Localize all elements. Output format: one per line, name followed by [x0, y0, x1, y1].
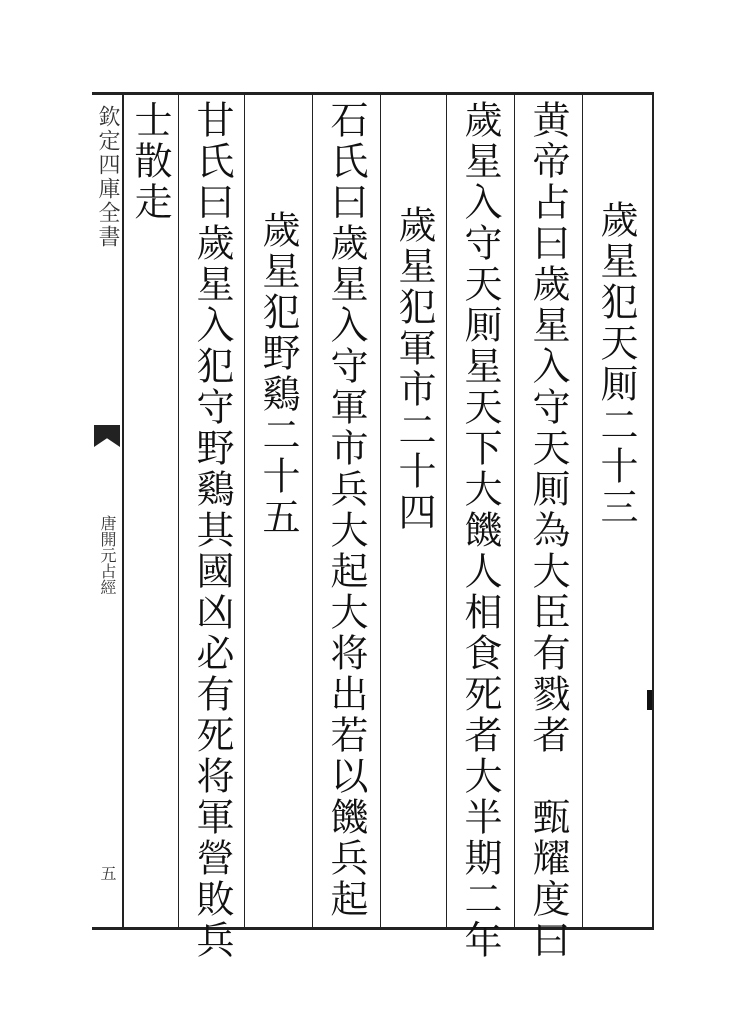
- frame-rule: [652, 92, 654, 930]
- text-column: 甘氏曰歲星入犯守野鷄其國凶必有死将軍營敗兵: [190, 100, 234, 961]
- margin-book-title: 唐開元占經: [98, 515, 117, 595]
- text-column: 歲星犯野鷄二十五: [256, 210, 300, 538]
- column-rule: [446, 92, 447, 930]
- column-rule: [312, 92, 313, 930]
- margin-page-number: 五: [98, 865, 117, 881]
- text-column: 歲星犯軍市二十四: [392, 205, 436, 533]
- column-rule: [582, 92, 583, 930]
- text-column: 士散走: [128, 100, 172, 223]
- column-rule: [380, 92, 381, 930]
- margin-rule: [122, 92, 124, 930]
- margin-title: 欽定四庫全書: [95, 105, 120, 249]
- fish-tail-mark: [94, 425, 120, 447]
- column-rule: [178, 92, 179, 930]
- column-rule: [244, 92, 245, 930]
- margin-strip: [92, 95, 122, 927]
- text-column: 黄帝占曰歲星入守天厠為大臣有戮者 甄耀度曰: [526, 100, 570, 961]
- edge-mark: [647, 690, 652, 710]
- text-column: 石氏曰歲星入守軍市兵大起大将出若以饑兵起: [324, 100, 368, 920]
- text-column: 歲星犯天厠二十三: [594, 200, 638, 528]
- text-column: 歲星入守天厠星天下大饑人相食死者大半期二年: [458, 100, 502, 961]
- column-rule: [514, 92, 515, 930]
